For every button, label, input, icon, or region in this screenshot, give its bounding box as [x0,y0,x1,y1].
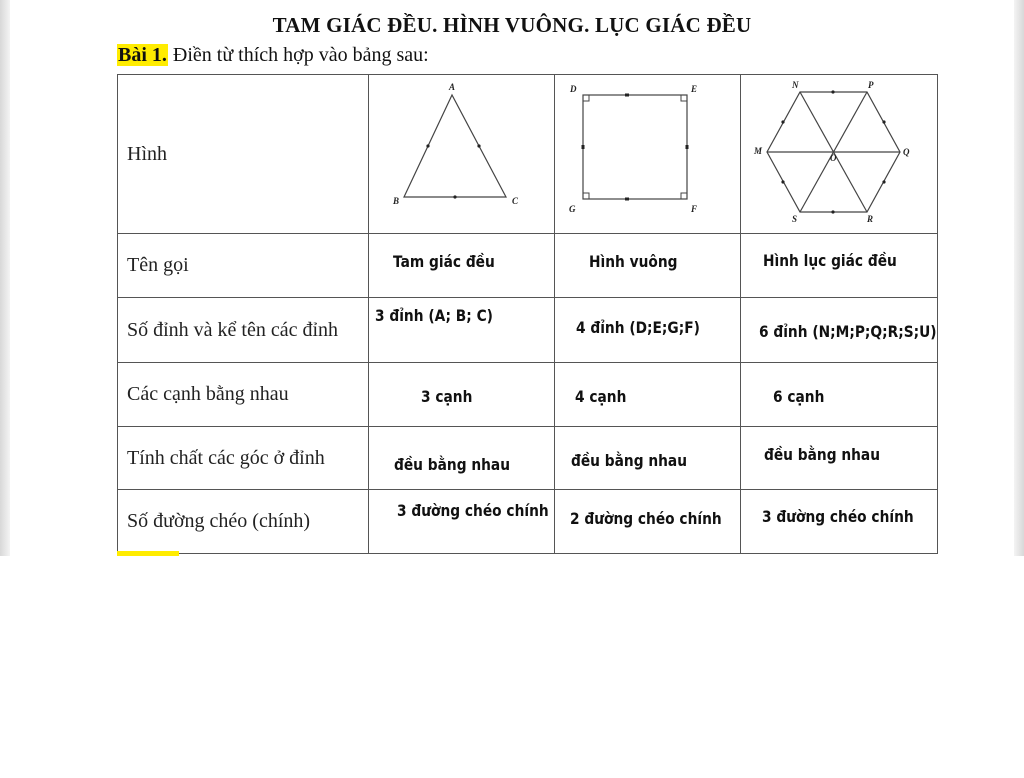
vertex-label-n: N [792,80,799,90]
vertex-label-p: P [868,80,874,90]
answer-text: 3 đường chéo chính [397,501,549,520]
square-figure-cell [555,75,741,234]
answer-text: 6 cạnh [773,387,825,406]
vertex-label-q: Q [903,147,910,157]
answer-cell [369,298,555,363]
table-row-figure [118,75,938,234]
row-label-name: Tên gọi [118,234,369,298]
answer-text: Hình lục giác đều [763,251,897,270]
vertex-label-s: S [792,214,798,224]
answer-text: 3 đỉnh (A; B; C) [375,306,493,325]
table-row-diagonals [118,490,938,554]
page-edge-left [0,0,10,556]
answer-cell [555,427,741,490]
answer-text: 4 cạnh [575,387,627,406]
highlight-fragment [117,551,179,556]
vertex-label-g: G [569,204,576,214]
answer-cell [555,490,741,554]
vertex-label-d: D [570,84,577,94]
vertex-label-c: C [512,196,519,206]
table-row-sides [118,363,938,427]
vertex-label-r: R [867,214,874,224]
table-row-angles [118,427,938,490]
vertex-label-f: F [691,204,698,214]
row-label-angles: Tính chất các góc ở đỉnh [118,427,369,490]
triangle-figure-cell [369,75,555,234]
row-label-sides: Các cạnh bằng nhau [118,363,369,427]
row-label-figure: Hình [118,75,369,234]
worksheet-table [117,74,938,554]
answer-cell [741,298,938,363]
square-figure [555,75,740,233]
answer-cell [369,234,555,298]
vertex-label-a: A [449,82,456,92]
answer-text: 4 đỉnh (D;E;G;F) [576,318,700,337]
answer-text: đều bằng nhau [571,451,688,470]
hexagon-figure-cell [741,75,938,234]
page-title: TAM GIÁC ĐỀU. HÌNH VUÔNG. LỤC GIÁC ĐỀU [272,13,752,37]
answer-text: 6 đỉnh (N;M;P;Q;R;S;U) [759,322,937,341]
answer-cell [741,490,938,554]
equilateral-triangle-figure [369,75,554,233]
answer-text: 2 đường chéo chính [570,509,722,528]
row-label-diagonals: Số đường chéo (chính) [118,490,369,554]
answer-text: 3 đường chéo chính [762,507,914,526]
answer-cell [369,490,555,554]
row-label-vertices: Số đỉnh và kể tên các đỉnh [118,298,369,363]
vertex-label-m: M [754,146,763,156]
exercise-label: Bài 1. [118,44,167,66]
table-row-vertices [118,298,938,363]
answer-cell [741,427,938,490]
vertex-label-b: B [393,196,400,206]
vertex-label-o: O [830,153,837,163]
answer-text: Hình vuông [589,252,678,271]
table-row-name [118,234,938,298]
answer-cell [741,234,938,298]
answer-text: 3 cạnh [421,387,473,406]
answer-text: đều bằng nhau [394,455,511,474]
regular-hexagon-figure [741,75,937,233]
answer-text: đều bằng nhau [764,445,881,464]
answer-cell [369,427,555,490]
answer-cell [741,363,938,427]
exercise-heading [117,44,429,67]
answer-cell [555,298,741,363]
answer-cell [555,234,741,298]
answer-cell [369,363,555,427]
answer-text: Tam giác đều [393,252,495,271]
vertex-label-e: E [691,84,698,94]
answer-cell [555,363,741,427]
exercise-instruction: Điền từ thích hợp vào bảng sau: [172,44,429,66]
page-edge-right [1014,0,1024,556]
